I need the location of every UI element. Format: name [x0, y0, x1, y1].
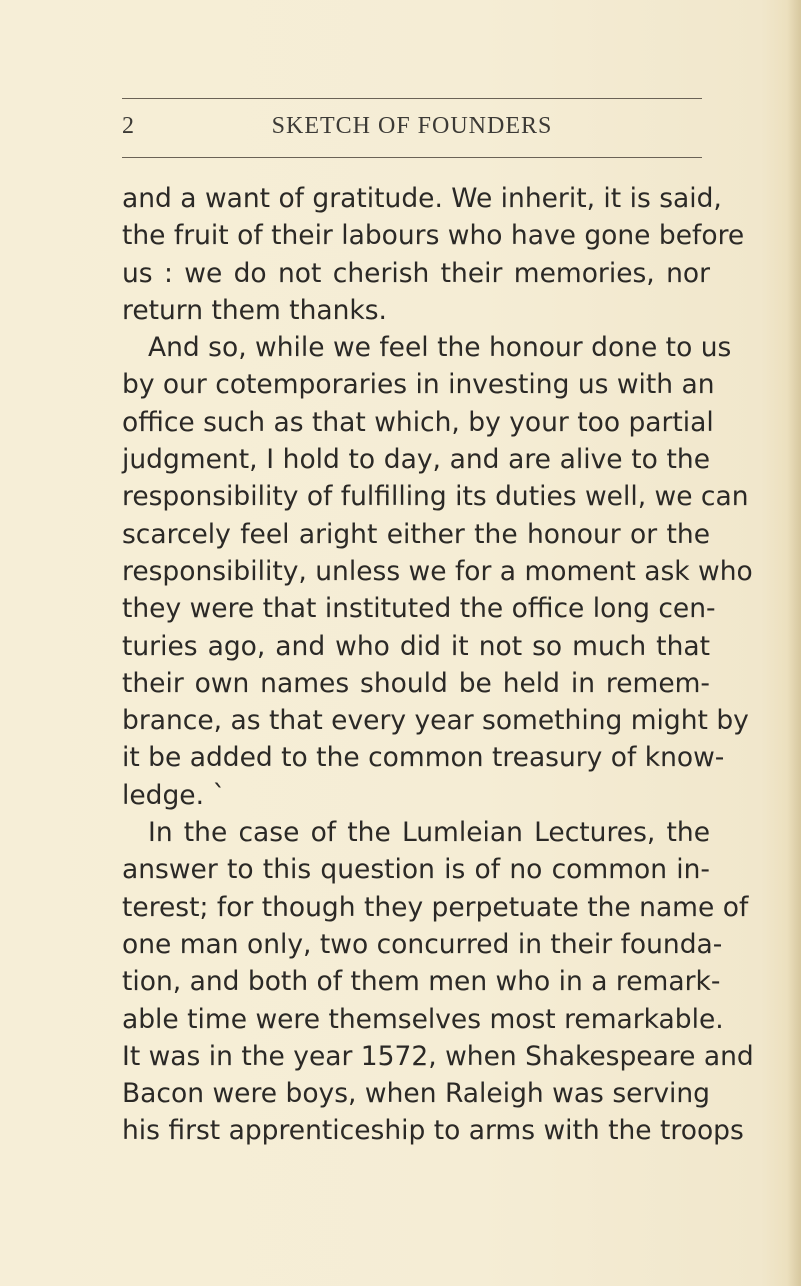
text-line: brance, as that every year something might by [122, 705, 749, 737]
text-line: responsibility of fulfilling its duties well, we can [122, 481, 749, 513]
text-line: they were that instituted the office long cen- [122, 593, 716, 625]
text-line: And so, while we feel the honour done to us [148, 332, 732, 364]
text-line: judgment, I hold to day, and are alive to the [122, 444, 710, 476]
header-rule-bottom [122, 157, 702, 158]
text-line: the fruit of their labours who have gone before [122, 220, 745, 252]
text-line: it be added to the common treasury of know- [122, 742, 725, 774]
text-line: able time were themselves most remarkable. [122, 1003, 724, 1035]
header-rule-top [122, 98, 702, 99]
text-line: answer to this question is of no common in- [122, 854, 710, 886]
body-text [122, 180, 754, 1150]
text-line: and a want of gratitude. We inherit, it is said, [122, 183, 722, 214]
page-header [122, 113, 702, 145]
text-line: Bacon were boys, when Raleigh was serving [122, 1078, 710, 1110]
text-line: It was in the year 1572, when Shakespeare and [122, 1040, 754, 1072]
text-line: their own names should be held in remem- [122, 667, 710, 699]
text-line: scarcely feel aright either the honour or the [122, 518, 710, 550]
text-line: tion, and both of them men who in a remark- [122, 966, 721, 998]
text-line: one man only, two concurred in their founda- [122, 928, 723, 960]
text-line: us : we do not cherish their memories, nor [122, 257, 710, 289]
page-edge-shadow [787, 0, 801, 1286]
text-line: office such as that which, by your too partial [122, 406, 714, 438]
text-line: his first apprenticeship to arms with the troops [122, 1115, 744, 1147]
text-line: turies ago, and who did it not so much that [122, 630, 710, 662]
text-line: responsibility, unless we for a moment ask who [122, 555, 753, 587]
text-line: terest; for though they perpetuate the name of [122, 891, 749, 923]
text-line: by our cotemporaries in investing us with an [122, 369, 715, 401]
running-head: SKETCH OF FOUNDERS [271, 113, 553, 139]
text-line: ledge. ` [122, 779, 226, 811]
text-line: return them thanks. [122, 294, 387, 326]
page-number: 2 [122, 113, 135, 139]
text-line: In the case of the Lumleian Lectures, the [148, 817, 710, 849]
